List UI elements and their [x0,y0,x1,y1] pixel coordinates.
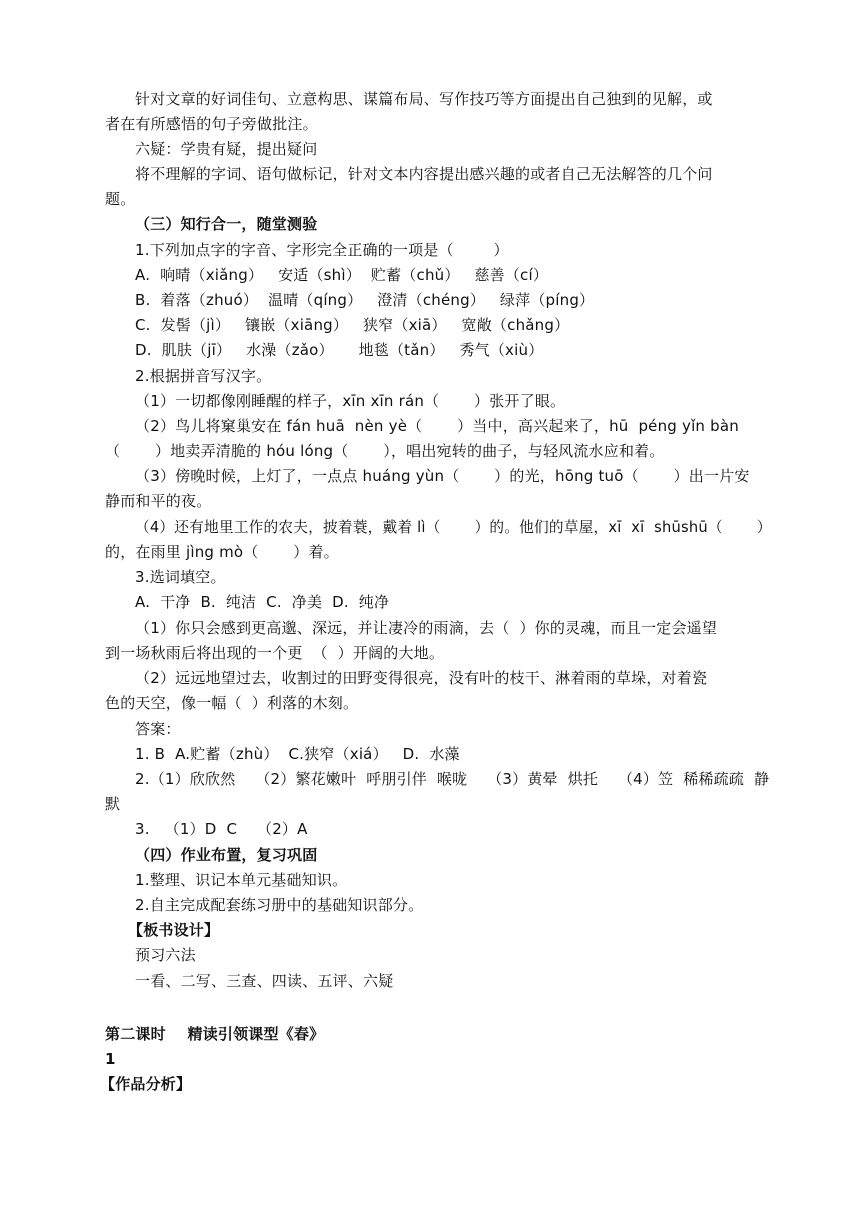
paragraph-line: 者在有所感悟的句子旁做批注。 [105,115,318,133]
section-heading: （四）作业布置，复习巩固 [135,846,318,864]
list-item: 2.自主完成配套练习册中的基础知识部分。 [135,896,424,914]
question-line: 3.选词填空。 [135,568,226,586]
question-line: （1）一切都像刚睡醒的样子，xīn xīn rán（ ）张开了眼。 [135,392,566,410]
question-line: 2.根据拼音写汉字。 [135,367,272,385]
paragraph-line: 一看、二写、三查、四读、五评、六疑 [135,972,394,990]
question-line: （2）远远地望过去，收割过的田野变得很亮，没有叶的枝干、淋着雨的草垛，对着瓷 [135,669,708,687]
section-heading: 【作品分析】 [100,1075,192,1093]
section-heading: （三）知行合一，随堂测验 [135,215,318,233]
question-line: （ ）地卖弄清脆的 hóu lóng（ ），唱出宛转的曲子，与轻风流水应和着。 [105,442,665,460]
section-heading: 六疑：学贵有疑，提出疑问 [135,140,318,158]
paragraph-line: 题。 [105,190,136,208]
option-line: C. 发髻（jì） 镶嵌（xiāng） 狭窄（xiā） 宽敞（chǎng） [135,316,570,334]
section-heading: 【板书设计】 [128,921,220,939]
answer-line: 1. B A.贮蓄（zhù） C.狭窄（xiá） D. 水藻 [135,745,460,763]
question-line: 到一场秋雨后将出现的一个更 （ ）开阔的大地。 [105,644,445,662]
paragraph-line: 将不理解的字词、语句做标记，针对文本内容提出感兴趣的或者自己无法解答的几个问 [135,165,713,183]
question-line: （2）鸟儿将窠巢安在 fán huā nèn yè（ ）当中，高兴起来了，hū péng yǐn bàn [135,417,739,435]
answer-line: 默 [105,795,121,813]
paragraph-line: 预习六法 [135,946,196,964]
answer-line: 3. （1）D C （2）A [135,820,308,838]
lesson-title: 第二课时 精读引领课型《春》 [105,1025,325,1043]
option-line: B. 着落（zhuó） 温晴（qíng） 澄清（chéng） 绿萍（píng） [135,291,595,309]
list-item: 1.整理、识记本单元基础知识。 [135,871,348,889]
question-line: （3）傍晚时候，上灯了，一点点 huáng yùn（ ）的光，hōng tuō（ ）出一片安 [135,467,750,485]
option-line: A. 干净 B. 纯洁 C. 净美 D. 纯净 [135,593,390,611]
question-line: 1.下列加点字的字音、字形完全正确的一项是（ ） [135,241,509,259]
question-line: （1）你只会感到更高邈、深远，并让凄冷的雨滴，去（ ）你的灵魂，而且一定会遥望 [135,619,718,637]
option-line: A. 响晴（xiǎng） 安适（shì） 贮蓄（chǔ） 慈善（cí） [135,266,549,284]
question-line: 静而和平的夜。 [105,492,212,510]
paragraph-line: 针对文章的好词佳句、立意构思、谋篇布局、写作技巧等方面提出自己独到的见解，或 [135,90,713,108]
answer-line: 2.（1）欣欣然 （2）繁花嫩叶 呼朋引伴 喉咙 （3）黄晕 烘托 （4）笠 稀稀疏疏 静 [135,770,770,788]
option-line: D. 肌肤（jī） 水澡（zǎo） 地毯（tǎn） 秀气（xiù） [135,341,544,359]
question-line: 的，在雨里 jìng mò（ ）着。 [105,543,339,561]
answer-heading: 答案： [135,720,181,738]
item-number: 1 [105,1050,116,1068]
question-line: （4）还有地里工作的农夫，披着蓑，戴着 lì（ ）的。他们的草屋，xī xī shūshū（ ） [135,518,772,536]
question-line: 色的天空，像一幅（ ）利落的木刻。 [105,694,359,712]
